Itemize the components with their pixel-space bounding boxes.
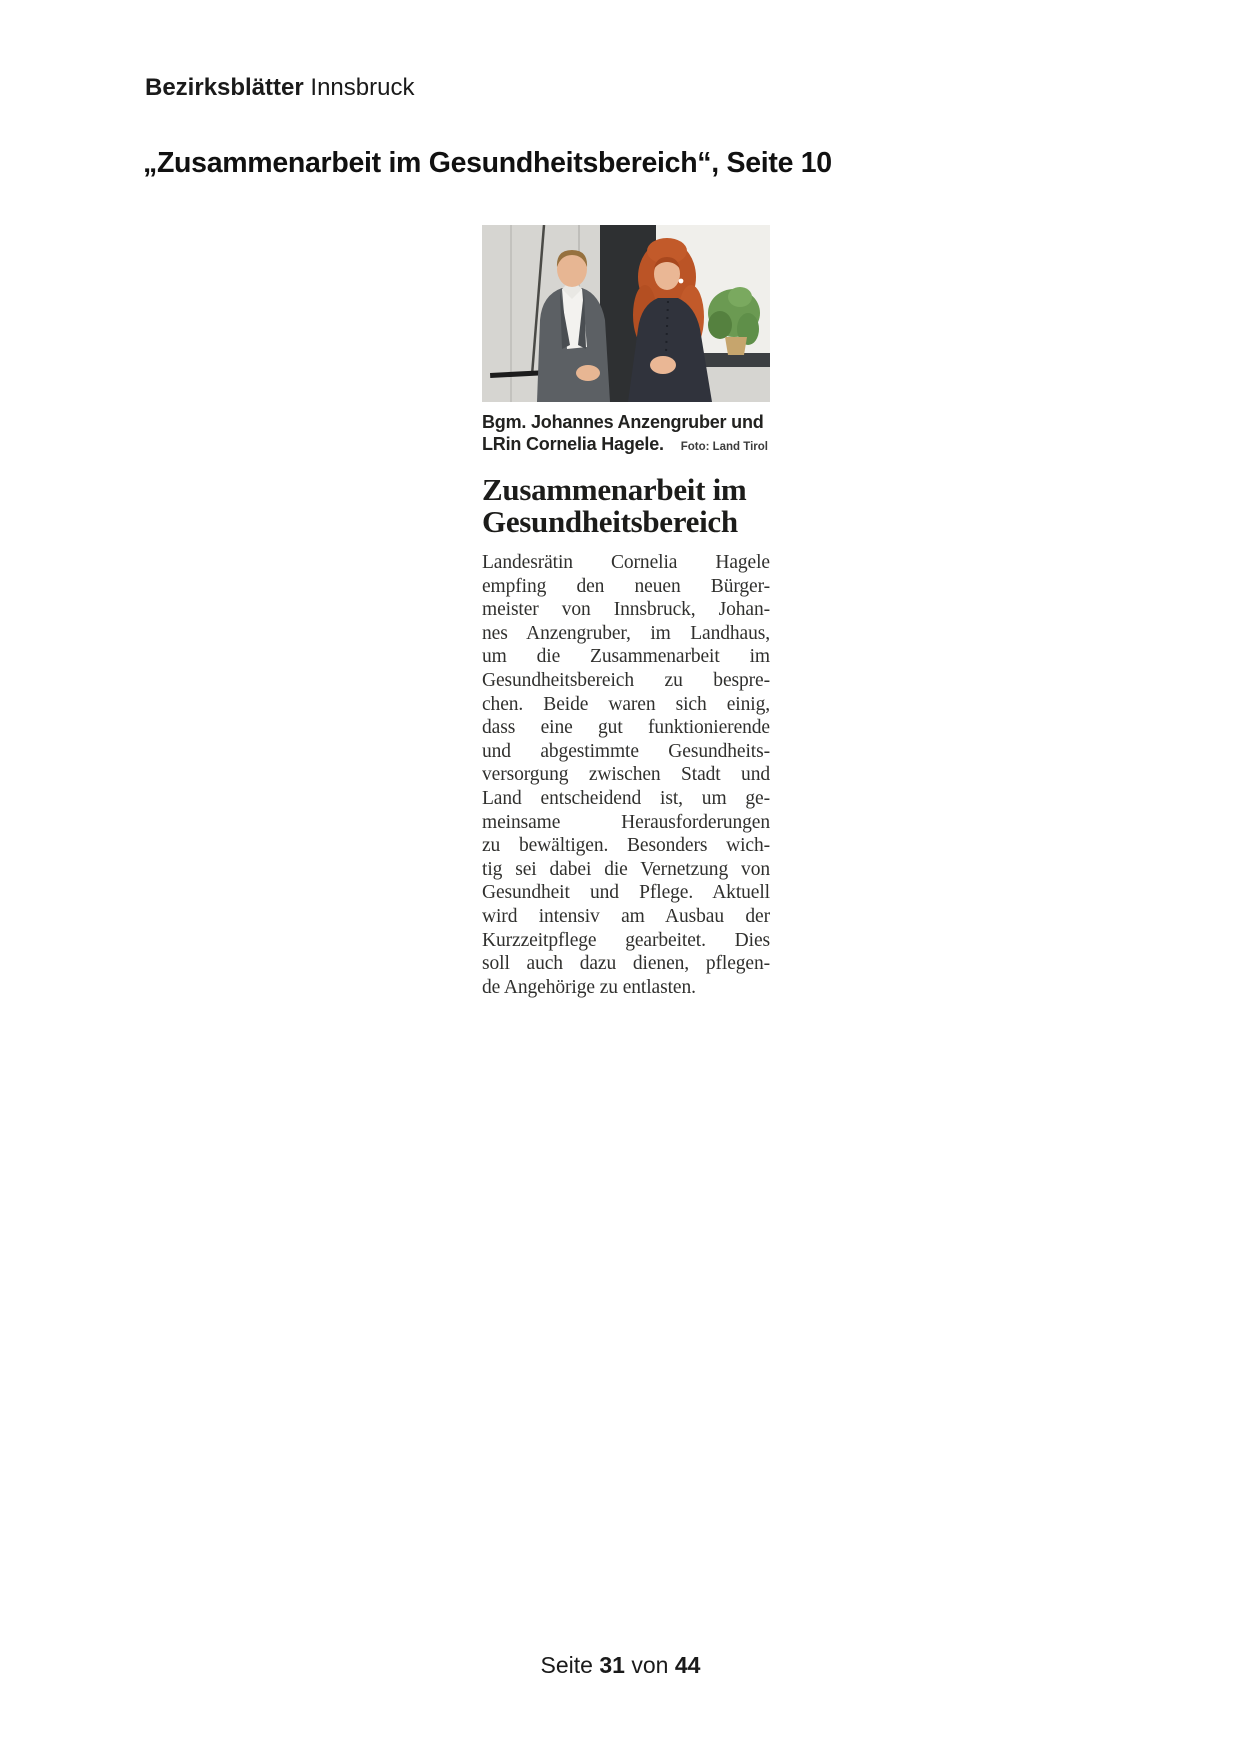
news-clipping [482,225,770,999]
headline-line-1: Zusammenarbeit im [482,472,747,507]
article-body-line: Land entscheidend ist, um ge- [482,787,770,809]
article-body-line: Kurzzeitpflege gearbeitet. Dies [482,929,770,951]
article-body-line: um die Zusammenarbeit im [482,646,770,668]
footer-label-page: Seite [540,1652,593,1678]
article-body-line: Landesrätin Cornelia Hagele [482,552,770,573]
article-body-line: und abgestimmte Gesundheits- [482,740,770,762]
footer-page-number: 31 [599,1652,625,1678]
article-body-line: versorgung zwischen Stadt und [482,764,770,786]
caption-line-2: LRin Cornelia Hagele. [482,434,664,454]
source-edition: Innsbruck [310,74,415,101]
article-body-line: tig sei dabei die Vernetzung von [482,858,770,880]
article-body-line: dass eine gut funktionierende [482,717,770,739]
article-body-line: soll auch dazu dienen, pflegen- [482,953,770,975]
article-body-line: zu bewältigen. Besonders wich- [482,835,770,857]
article-photo [482,225,770,402]
article-body-line: nes Anzengruber, im Landhaus, [482,622,770,644]
footer-page-total: 44 [674,1652,701,1678]
article-body-line: empfing den neuen Bürger- [482,575,770,597]
article-body-line: Gesundheitsbereich zu bespre- [482,669,770,691]
article-body-line: meinsame Herausforderungen [482,811,770,833]
footer-label-of: von [631,1652,669,1678]
page-footer [0,1652,1241,1679]
article-body-line: wird intensiv am Ausbau der [482,905,770,927]
article-body-line: chen. Beide waren sich einig, [482,693,770,715]
caption-line-1: Bgm. Johannes Anzengruber und [482,412,764,432]
photo-caption [482,411,770,458]
article-body-line: meister von Innsbruck, Johan- [482,599,770,621]
article-body-line: Gesundheit und Pflege. Aktuell [482,882,770,904]
article-body [482,551,770,999]
photo-credit: Foto: Land Tirol [680,441,768,453]
page-title: „Zusammenarbeit im Gesundheitsbereich“, Seite 10 [143,147,832,179]
source-name: Bezirksblätter [145,74,304,101]
article-headline [482,474,770,538]
masthead [145,74,414,102]
headline-line-2: Gesundheitsbereich [482,504,738,539]
article-body-line: de Angehörige zu entlasten. [482,976,696,998]
